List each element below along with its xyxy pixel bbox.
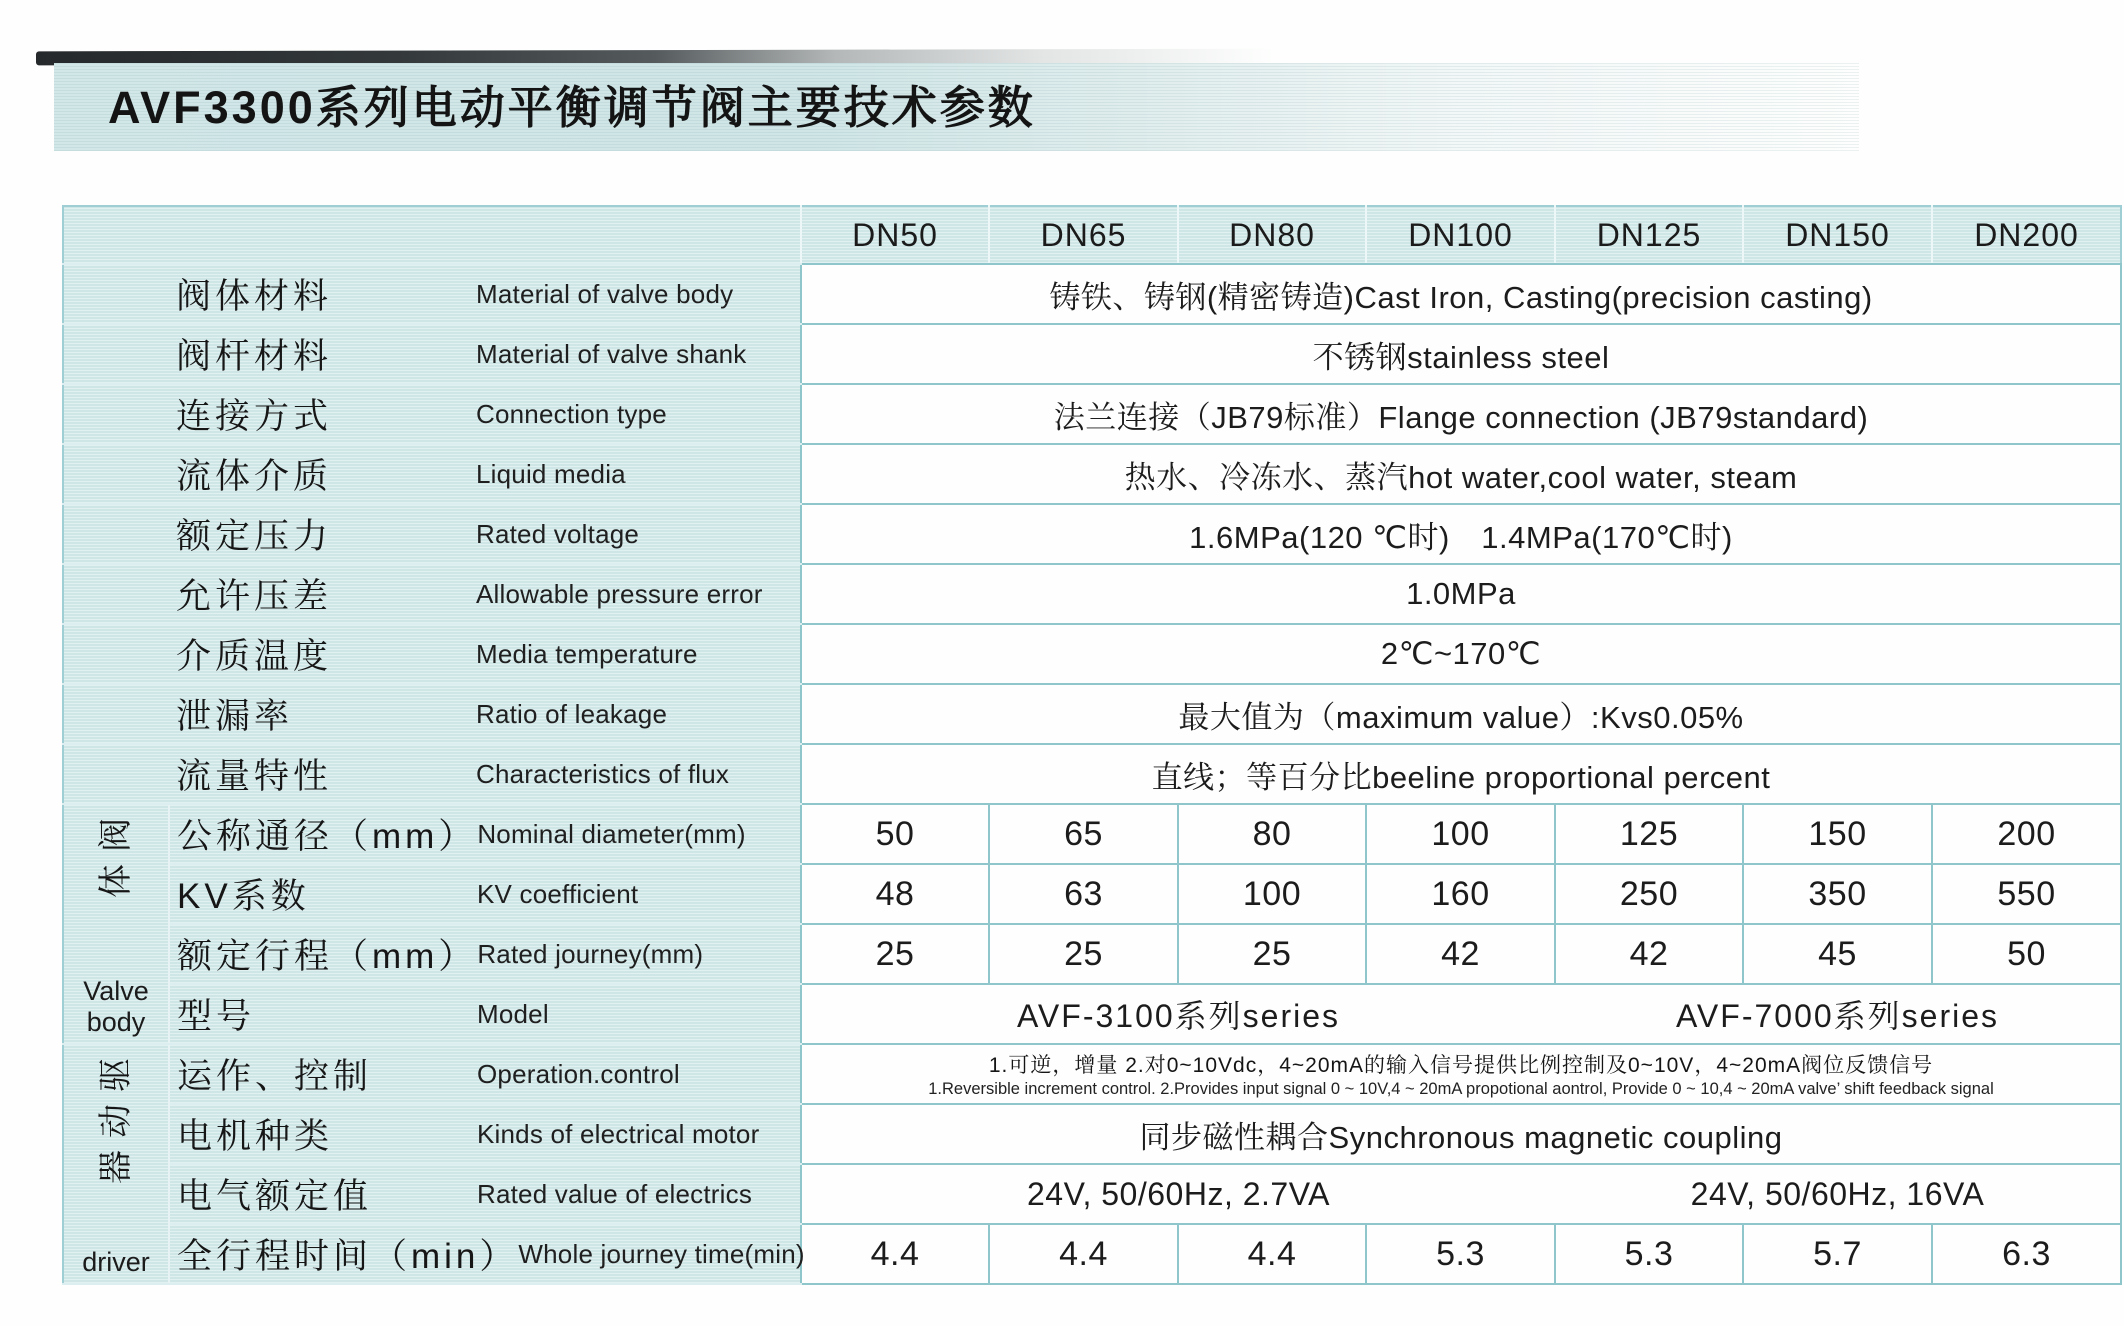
value-dn65: 63 (989, 864, 1178, 924)
row-label-en: Characteristics of flux (476, 758, 730, 789)
value-dn80: 4.4 (1178, 1224, 1366, 1284)
row-label (63, 384, 801, 444)
row-label (169, 924, 801, 984)
row-flux-characteristics (63, 744, 2121, 804)
group-valve-body-cn: 阀 体 (97, 818, 135, 898)
row-label-cn: 电机种类 (177, 1117, 334, 1156)
row-label (169, 864, 801, 924)
row-motor-kind (63, 1104, 2121, 1164)
value-cell: 热水、冷冻水、蒸汽hot water,cool water, steam (801, 444, 2121, 504)
value-dn125: 5.3 (1555, 1224, 1743, 1284)
value-dn65: 25 (989, 924, 1178, 984)
value-dn125: 42 (1555, 924, 1743, 984)
row-label-cn: 允许压差 (176, 577, 333, 616)
group-driver-cn: 驱 动 器 (97, 1058, 135, 1184)
row-label-en: Liquid media (476, 458, 626, 489)
row-label-en: Allowable pressure error (476, 578, 763, 609)
value-dn65: 4.4 (989, 1224, 1178, 1284)
value-cell (801, 1044, 2121, 1104)
row-label-en: Whole journey time(min) (518, 1238, 805, 1269)
group-valve-body (63, 804, 169, 1044)
row-whole-journey-time (63, 1224, 2121, 1284)
value-dn200: 550 (1932, 864, 2121, 924)
row-connection-type (63, 384, 2121, 444)
group-valve-body-en: Valve body (83, 976, 149, 1037)
row-label (169, 1164, 801, 1224)
value-dn150: 150 (1743, 804, 1932, 864)
value-dn150: 350 (1743, 864, 1932, 924)
value-dn80: 100 (1178, 864, 1366, 924)
value-cell: 铸铁、铸钢(精密铸造)Cast Iron, Casting(precision casting) (801, 264, 2121, 324)
row-label-cn: 阀杆材料 (176, 337, 333, 376)
col-header-dn65: DN65 (989, 206, 1178, 264)
row-label (169, 1104, 801, 1164)
row-label-en: KV coefficient (477, 878, 639, 909)
row-label (63, 564, 801, 624)
value-dn200: 200 (1932, 804, 2121, 864)
row-label-cn: 运作、控制 (177, 1057, 373, 1096)
value-cell: 最大值为（maximum value）:Kvs0.05% (801, 684, 2121, 744)
value-electrics-right: 24V, 50/60Hz, 16VA (1555, 1164, 2121, 1224)
col-header-dn200: DN200 (1932, 206, 2121, 264)
row-label (63, 744, 801, 804)
row-rated-journey (63, 924, 2121, 984)
row-ratio-of-leakage (63, 684, 2121, 744)
row-rated-pressure (63, 504, 2121, 564)
value-dn80: 25 (1178, 924, 1366, 984)
row-label (169, 984, 801, 1044)
row-label-en: Model (477, 998, 549, 1029)
row-label (169, 1044, 801, 1104)
value-dn50: 25 (801, 924, 989, 984)
row-label (169, 1224, 805, 1284)
row-label-cn: 额定压力 (176, 517, 333, 556)
row-label-en: Rated journey(mm) (477, 938, 704, 969)
value-dn200: 50 (1932, 924, 2121, 984)
row-label (169, 804, 801, 864)
col-header-dn50: DN50 (801, 206, 989, 264)
operation-control-en: 1.Reversible increment control. 2.Provides input signal 0 ~ 10V,4 ~ 20mA propotional aontrol, Provide 0 ~ 10,4 ~ 20mA valve’ shift feedback signal (928, 1079, 1994, 1098)
header-row (63, 206, 2121, 264)
value-dn150: 5.7 (1743, 1224, 1932, 1284)
row-label (63, 324, 801, 384)
value-dn150: 45 (1743, 924, 1932, 984)
value-cell: 同步磁性耦合Synchronous magnetic coupling (801, 1104, 2121, 1164)
row-label-en: Connection type (476, 398, 667, 429)
row-media-temperature (63, 624, 2121, 684)
page-title: AVF3300系列电动平衡调节阀主要技术参数 (108, 82, 1036, 133)
row-label-en: Nominal diameter(mm) (477, 818, 746, 849)
col-header-dn100: DN100 (1366, 206, 1555, 264)
value-dn100: 160 (1366, 864, 1555, 924)
row-label-cn: 流体介质 (176, 457, 333, 496)
row-allowable-pressure-error (63, 564, 2121, 624)
row-label-en: Ratio of leakage (476, 698, 668, 729)
row-label-cn: 流量特性 (176, 757, 333, 796)
value-dn100: 100 (1366, 804, 1555, 864)
row-label-cn: 型号 (177, 997, 256, 1036)
row-label-cn: 连接方式 (176, 397, 333, 436)
value-cell: 法兰连接（JB79标准）Flange connection (JB79standard) (801, 384, 2121, 444)
value-dn200: 6.3 (1932, 1224, 2121, 1284)
row-label-cn: KV系数 (177, 877, 310, 916)
row-label-cn: 阀体材料 (176, 277, 333, 316)
header-blank-cell (63, 206, 801, 264)
group-driver (63, 1044, 169, 1284)
value-dn80: 80 (1178, 804, 1366, 864)
operation-control-cn: 1.可逆，增量 2.对0~10Vdc，4~20mA的输入信号提供比例控制及0~10V，4~20mA阀位反馈信号 (988, 1053, 1934, 1077)
row-label-en: Material of valve shank (476, 338, 747, 369)
row-label-en: Rated voltage (476, 518, 640, 549)
row-label-cn: 公称通径（mm） (177, 817, 478, 856)
row-label (63, 264, 801, 324)
row-operation-control (63, 1044, 2121, 1104)
row-label (63, 624, 801, 684)
value-dn125: 250 (1555, 864, 1743, 924)
row-label (63, 504, 801, 564)
value-model-left: AVF-3100系列series (801, 984, 1555, 1044)
row-label-en: Rated value of electrics (477, 1178, 753, 1209)
row-label-cn: 全行程时间（min） (177, 1237, 519, 1276)
row-valve-shank-material (63, 324, 2121, 384)
value-cell: 不锈钢stainless steel (801, 324, 2121, 384)
value-electrics-left: 24V, 50/60Hz, 2.7VA (801, 1164, 1555, 1224)
row-rated-electrics (63, 1164, 2121, 1224)
row-label-en: Media temperature (476, 638, 698, 669)
value-cell: 1.0MPa (801, 564, 2121, 624)
value-dn100: 5.3 (1366, 1224, 1555, 1284)
value-dn65: 65 (989, 804, 1178, 864)
title-band (54, 63, 1859, 151)
value-dn50: 4.4 (801, 1224, 989, 1284)
value-dn125: 125 (1555, 804, 1743, 864)
value-dn50: 50 (801, 804, 989, 864)
row-label-cn: 介质温度 (176, 637, 333, 676)
row-label-cn: 额定行程（mm） (177, 937, 478, 976)
col-header-dn125: DN125 (1555, 206, 1743, 264)
row-liquid-media (63, 444, 2121, 504)
group-driver-en: driver (82, 1247, 150, 1277)
row-label-en: Material of valve body (476, 278, 734, 309)
row-valve-body-material (63, 264, 2121, 324)
value-model-right: AVF-7000系列series (1555, 984, 2121, 1044)
row-label-cn: 泄漏率 (176, 697, 294, 736)
row-label-en: Kinds of electrical motor (477, 1118, 760, 1149)
row-model (63, 984, 2121, 1044)
row-nominal-diameter (63, 804, 2121, 864)
value-cell: 直线；等百分比beeline proportional percent (801, 744, 2121, 804)
row-label (63, 444, 801, 504)
spec-table (62, 205, 2122, 1285)
row-kv-coefficient (63, 864, 2121, 924)
col-header-dn150: DN150 (1743, 206, 1932, 264)
value-dn100: 42 (1366, 924, 1555, 984)
row-label-cn: 电气额定值 (177, 1177, 373, 1216)
value-dn50: 48 (801, 864, 989, 924)
row-label-en: Operation.control (477, 1058, 680, 1089)
value-cell: 1.6MPa(120 ℃时) 1.4MPa(170℃时) (801, 504, 2121, 564)
col-header-dn80: DN80 (1178, 206, 1366, 264)
value-cell: 2℃~170℃ (801, 624, 2121, 684)
row-label (63, 684, 801, 744)
